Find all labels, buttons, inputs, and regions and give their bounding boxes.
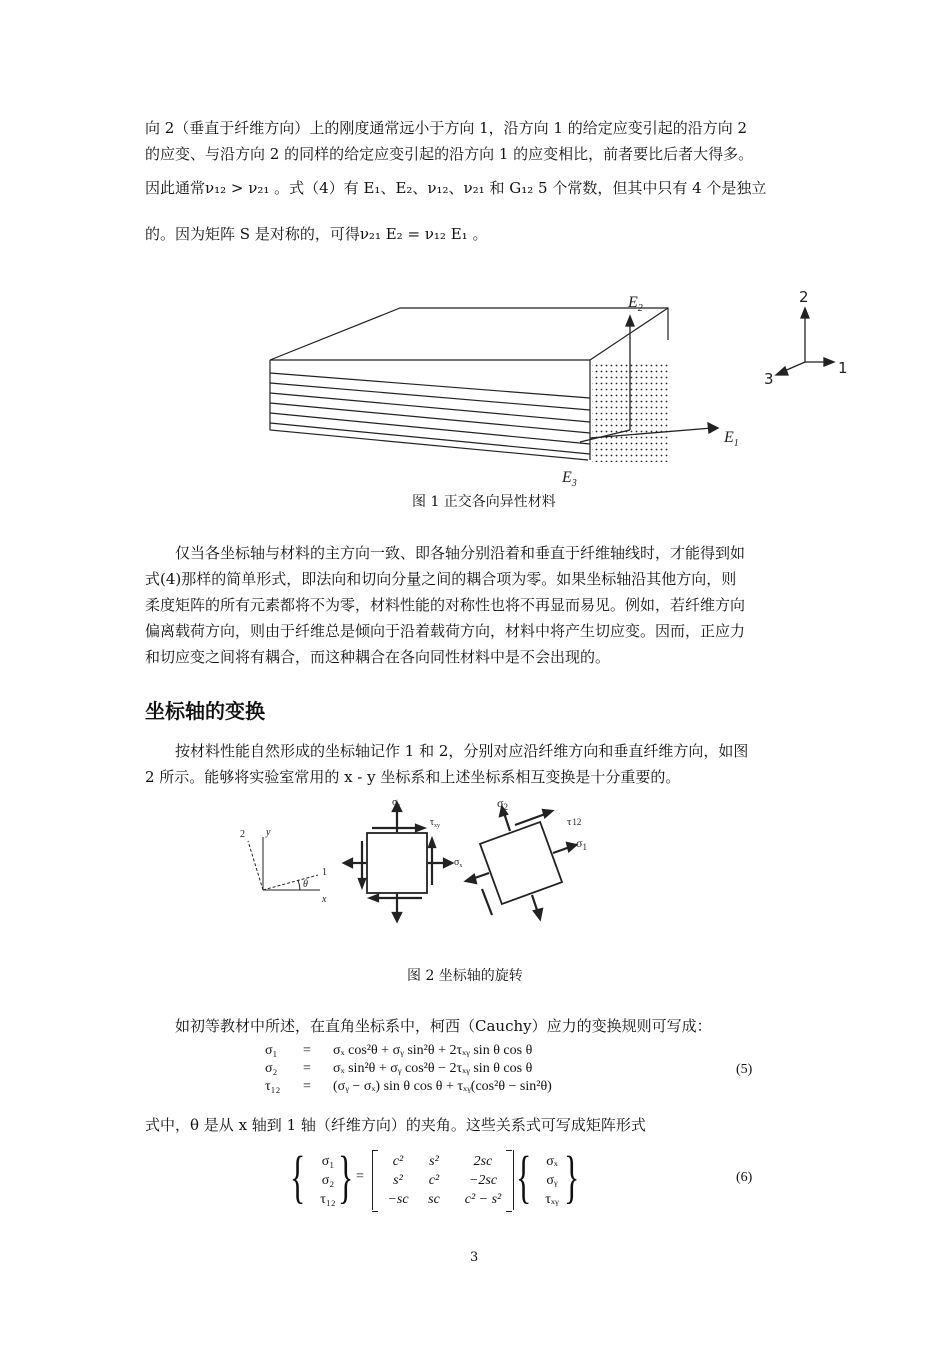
para2-line5: 和切应变之间将有耦合，而这种耦合在各向同性材料中是不会出现的。	[145, 648, 611, 666]
fig2-label-y: y	[266, 827, 271, 838]
equation-5-number: (5)	[736, 1062, 753, 1077]
paragraph-5: 式中，θ 是从 x 轴到 1 轴（纤维方向）的夹角。这些关系式可写成矩阵形式	[145, 1116, 646, 1134]
fig2-label-tau-xy: $\tau_{xy}$	[430, 817, 441, 829]
para1-line1: 向 2（垂直于纤维方向）上的刚度通常远小于方向 1，沿方向 1 的给定应变引起的沿方向 2	[145, 119, 748, 137]
fig2-label-2: 2	[240, 829, 245, 840]
para1-line4: 的。因为矩阵 S 是对称的，可得ν₂₁ E₂ = ν₁₂ E₁ 。	[145, 225, 488, 243]
figure-2-caption: 图 2 坐标轴的旋转	[407, 968, 523, 984]
fig2-label-sigma-y: $\sigma_y$	[392, 797, 401, 809]
para3-line1: 按材料性能自然形成的坐标轴记作 1 和 2，分别对应沿纤维方向和垂直纤维方向，如图	[175, 742, 749, 760]
fig2-label-1: 1	[322, 867, 327, 878]
equation-6: { σ₁ σ₂ τ₁₂ } = c² s² 2sc s² c² −2sc −sc sc c² − s² { σₓ σᵧ τₓᵧ }	[290, 1148, 590, 1214]
fig2-label-sigma-2: $\sigma_2$	[497, 796, 508, 812]
para1-line3: 因此通常ν₁₂ > ν₂₁ 。式（4）有 E₁、E₂、ν₁₂、ν₂₁ 和 G₁₂ 5 个常数，但其中只有 4 个是独立	[145, 179, 767, 197]
axis-3-label: 3	[764, 370, 774, 388]
fig2-label-theta: θ	[303, 879, 308, 890]
paragraph-3	[145, 738, 810, 790]
equation-5: σ₁ = σₓ cos²θ + σᵧ sin²θ + 2τₓᵧ sin θ cos θ σ₂ = σₓ sin²θ + σᵧ cos²θ − 2τₓᵧ sin θ cos θ τ₁₂ = (σᵧ − σₓ) sin θ cos θ + τₓᵧ(cos²θ − sin²θ)	[265, 1043, 552, 1094]
para2-line4: 偏离载荷方向，则由于纤维总是倾向于沿着载荷方向，材料中将产生切应变。因而，正应力	[145, 622, 746, 640]
figure-1-orthotropic-laminate	[0, 280, 950, 520]
section-heading: 坐标轴的变换	[145, 699, 265, 723]
para2-line1: 仅当各坐标轴与材料的主方向一致、即各轴分别沿着和垂直于纤维轴线时，才能得到如	[175, 544, 746, 562]
label-e1: $E_1$	[724, 429, 739, 449]
fig2-label-sigma-x: $\sigma_x$	[454, 857, 463, 869]
para2-line2: 式(4)那样的简单形式，即法向和切向分量之间的耦合项为零。如果坐标轴沿其他方向，则	[145, 570, 737, 588]
paragraph-2	[145, 540, 810, 670]
axis-2-label: 2	[799, 288, 809, 306]
fig2-label-tau-12: τ12	[567, 816, 582, 828]
figure-1-caption: 图 1 正交各向异性材料	[412, 494, 556, 510]
para1-line2: 的应变、与沿方向 2 的同样的给定应变引起的沿方向 1 的应变相比，前者要比后者大得多。	[145, 145, 754, 163]
fig2-label-x: x	[322, 894, 327, 905]
page-number: 3	[470, 1250, 479, 1265]
paragraph-1	[145, 115, 810, 247]
axis-1-label: 1	[838, 359, 848, 377]
para2-line3: 柔度矩阵的所有元素都将不为零，材料性能的对称性也将不再显而易见。例如，若纤维方向	[145, 596, 746, 614]
label-e3: $E_3$	[562, 469, 577, 489]
label-e2: $E_2$	[628, 294, 643, 314]
equation-6-number: (6)	[736, 1170, 753, 1185]
fig2-label-sigma-1: $\sigma_1$	[576, 836, 587, 852]
figure-2-axis-rotation	[0, 795, 950, 935]
para3-line2: 2 所示。能够将实验室常用的 x - y 坐标系和上述坐标系相互变换是十分重要的。	[145, 768, 681, 786]
paragraph-4: 如初等教材中所述，在直角坐标系中，柯西（Cauchy）应力的变换规则可写成：	[175, 1017, 712, 1035]
